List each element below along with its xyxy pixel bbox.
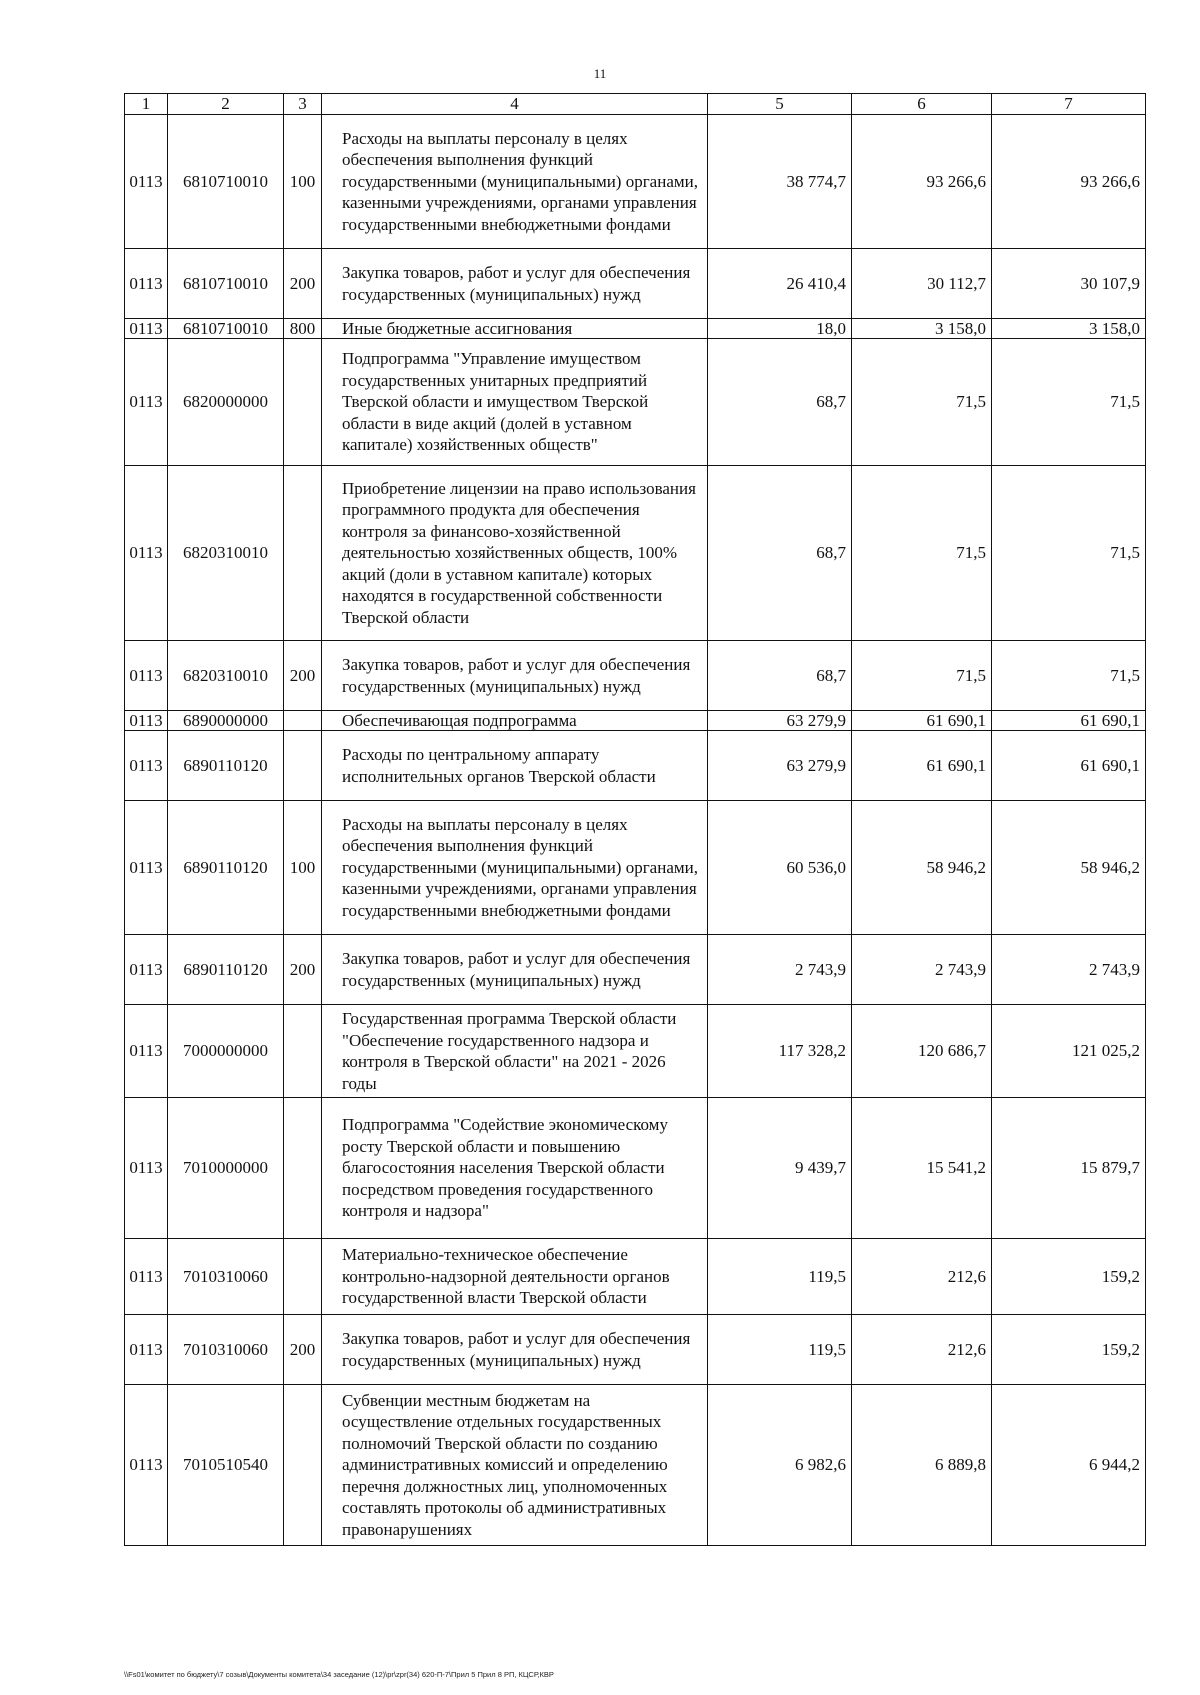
amount-2022-cell: 212,6 bbox=[852, 1239, 992, 1315]
description-cell: Обеспечивающая подпрограмма bbox=[322, 711, 708, 731]
section-code-cell: 0113 bbox=[125, 339, 168, 466]
target-article-cell: 6820310010 bbox=[168, 641, 284, 711]
description-cell: Материально-техническое обеспечение контрольно-надзорной деятельности органов государственной власти Тверской области bbox=[322, 1239, 708, 1315]
description-cell: Подпрограмма "Управление имуществом государственных унитарных предприятий Тверской области и имуществом Тверской области в виде акций (долей в уставном капитале) хозяйственных обществ" bbox=[322, 339, 708, 466]
amount-2021-cell: 68,7 bbox=[708, 339, 852, 466]
amount-2021-cell: 68,7 bbox=[708, 466, 852, 641]
amount-2022-cell: 3 158,0 bbox=[852, 319, 992, 339]
amount-2023-cell: 71,5 bbox=[992, 641, 1146, 711]
amount-2023-cell: 30 107,9 bbox=[992, 249, 1146, 319]
expense-type-cell: 200 bbox=[284, 249, 322, 319]
amount-2022-cell: 30 112,7 bbox=[852, 249, 992, 319]
expense-type-cell bbox=[284, 711, 322, 731]
amount-2021-cell: 63 279,9 bbox=[708, 731, 852, 801]
amount-2022-cell: 15 541,2 bbox=[852, 1098, 992, 1239]
target-article-cell: 7010310060 bbox=[168, 1239, 284, 1315]
description-cell: Иные бюджетные ассигнования bbox=[322, 319, 708, 339]
description-cell: Государственная программа Тверской области "Обеспечение государственного надзора и контроля в Тверской области" на 2021 - 2026 годы bbox=[322, 1005, 708, 1098]
amount-2023-cell: 61 690,1 bbox=[992, 731, 1146, 801]
expense-type-cell bbox=[284, 731, 322, 801]
amount-2021-cell: 2 743,9 bbox=[708, 935, 852, 1005]
amount-2022-cell: 61 690,1 bbox=[852, 731, 992, 801]
amount-2023-cell: 121 025,2 bbox=[992, 1005, 1146, 1098]
target-article-cell: 6820310010 bbox=[168, 466, 284, 641]
amount-2023-cell: 71,5 bbox=[992, 339, 1146, 466]
section-code-cell: 0113 bbox=[125, 935, 168, 1005]
header-col-6: 6 bbox=[852, 94, 992, 115]
table-row bbox=[125, 1239, 1146, 1315]
section-code-cell: 0113 bbox=[125, 319, 168, 339]
header-col-3: 3 bbox=[284, 94, 322, 115]
table-row bbox=[125, 339, 1146, 466]
page-number: 11 bbox=[593, 66, 607, 81]
section-code-cell: 0113 bbox=[125, 1098, 168, 1239]
amount-2022-cell: 93 266,6 bbox=[852, 115, 992, 249]
target-article-cell: 6820000000 bbox=[168, 339, 284, 466]
expense-type-cell: 800 bbox=[284, 319, 322, 339]
target-article-cell: 6890110120 bbox=[168, 935, 284, 1005]
target-article-cell: 6810710010 bbox=[168, 115, 284, 249]
table-row bbox=[125, 731, 1146, 801]
header-col-5: 5 bbox=[708, 94, 852, 115]
amount-2022-cell: 61 690,1 bbox=[852, 711, 992, 731]
target-article-cell: 6890000000 bbox=[168, 711, 284, 731]
section-code-cell: 0113 bbox=[125, 731, 168, 801]
target-article-cell: 7010000000 bbox=[168, 1098, 284, 1239]
target-article-cell: 6890110120 bbox=[168, 801, 284, 935]
budget-table bbox=[124, 93, 1146, 1546]
amount-2022-cell: 120 686,7 bbox=[852, 1005, 992, 1098]
amount-2021-cell: 63 279,9 bbox=[708, 711, 852, 731]
amount-2023-cell: 2 743,9 bbox=[992, 935, 1146, 1005]
description-cell: Закупка товаров, работ и услуг для обеспечения государственных (муниципальных) нужд bbox=[322, 935, 708, 1005]
description-cell: Закупка товаров, работ и услуг для обеспечения государственных (муниципальных) нужд bbox=[322, 249, 708, 319]
amount-2023-cell: 58 946,2 bbox=[992, 801, 1146, 935]
section-code-cell: 0113 bbox=[125, 641, 168, 711]
table-row bbox=[125, 711, 1146, 731]
section-code-cell: 0113 bbox=[125, 466, 168, 641]
header-col-7: 7 bbox=[992, 94, 1146, 115]
target-article-cell: 7010510540 bbox=[168, 1385, 284, 1546]
target-article-cell: 6810710010 bbox=[168, 249, 284, 319]
expense-type-cell: 200 bbox=[284, 1315, 322, 1385]
header-col-1: 1 bbox=[125, 94, 168, 115]
amount-2023-cell: 71,5 bbox=[992, 466, 1146, 641]
amount-2023-cell: 6 944,2 bbox=[992, 1385, 1146, 1546]
expense-type-cell bbox=[284, 339, 322, 466]
expense-type-cell bbox=[284, 466, 322, 641]
amount-2021-cell: 18,0 bbox=[708, 319, 852, 339]
description-cell: Расходы на выплаты персоналу в целях обеспечения выполнения функций государственными (муниципальными) органами, казенными учреждениями, органами управления государственными внебюджетными фондами bbox=[322, 115, 708, 249]
amount-2022-cell: 2 743,9 bbox=[852, 935, 992, 1005]
amount-2023-cell: 159,2 bbox=[992, 1315, 1146, 1385]
amount-2021-cell: 26 410,4 bbox=[708, 249, 852, 319]
table-row bbox=[125, 1098, 1146, 1239]
amount-2022-cell: 71,5 bbox=[852, 339, 992, 466]
amount-2023-cell: 15 879,7 bbox=[992, 1098, 1146, 1239]
amount-2022-cell: 71,5 bbox=[852, 641, 992, 711]
expense-type-cell: 100 bbox=[284, 115, 322, 249]
table-row bbox=[125, 1005, 1146, 1098]
table-row bbox=[125, 935, 1146, 1005]
section-code-cell: 0113 bbox=[125, 249, 168, 319]
amount-2021-cell: 6 982,6 bbox=[708, 1385, 852, 1546]
amount-2022-cell: 58 946,2 bbox=[852, 801, 992, 935]
amount-2022-cell: 212,6 bbox=[852, 1315, 992, 1385]
expense-type-cell bbox=[284, 1098, 322, 1239]
description-cell: Подпрограмма "Содействие экономическому росту Тверской области и повышению благосостояния населения Тверской области посредством проведения государственного контроля и надзора" bbox=[322, 1098, 708, 1239]
file-path-footer: \\Fs01\комитет по бюджету\7 созыв\Документы комитета\34 заседание (12)\pr\zpr(34) 620-П-7\Прил 5 Прил 8 РП, КЦСР,КВР bbox=[124, 1670, 554, 1679]
amount-2021-cell: 117 328,2 bbox=[708, 1005, 852, 1098]
description-cell: Закупка товаров, работ и услуг для обеспечения государственных (муниципальных) нужд bbox=[322, 641, 708, 711]
amount-2023-cell: 159,2 bbox=[992, 1239, 1146, 1315]
expense-type-cell: 200 bbox=[284, 935, 322, 1005]
header-col-4: 4 bbox=[322, 94, 708, 115]
amount-2021-cell: 9 439,7 bbox=[708, 1098, 852, 1239]
section-code-cell: 0113 bbox=[125, 1315, 168, 1385]
amount-2023-cell: 93 266,6 bbox=[992, 115, 1146, 249]
expense-type-cell bbox=[284, 1239, 322, 1315]
amount-2021-cell: 38 774,7 bbox=[708, 115, 852, 249]
amount-2021-cell: 60 536,0 bbox=[708, 801, 852, 935]
table-row bbox=[125, 319, 1146, 339]
amount-2021-cell: 119,5 bbox=[708, 1315, 852, 1385]
amount-2021-cell: 68,7 bbox=[708, 641, 852, 711]
header-col-2: 2 bbox=[168, 94, 284, 115]
expense-type-cell: 100 bbox=[284, 801, 322, 935]
section-code-cell: 0113 bbox=[125, 1239, 168, 1315]
table-row bbox=[125, 1315, 1146, 1385]
table-row bbox=[125, 466, 1146, 641]
table-row bbox=[125, 801, 1146, 935]
amount-2022-cell: 71,5 bbox=[852, 466, 992, 641]
section-code-cell: 0113 bbox=[125, 1385, 168, 1546]
description-cell: Закупка товаров, работ и услуг для обеспечения государственных (муниципальных) нужд bbox=[322, 1315, 708, 1385]
description-cell: Расходы на выплаты персоналу в целях обеспечения выполнения функций государственными (муниципальными) органами, казенными учреждениями, органами управления государственными внебюджетными фондами bbox=[322, 801, 708, 935]
table-row bbox=[125, 249, 1146, 319]
table-row bbox=[125, 1385, 1146, 1546]
section-code-cell: 0113 bbox=[125, 1005, 168, 1098]
target-article-cell: 7000000000 bbox=[168, 1005, 284, 1098]
expense-type-cell bbox=[284, 1385, 322, 1546]
header-row bbox=[125, 94, 1146, 115]
description-cell: Приобретение лицензии на право использования программного продукта для обеспечения контроля за финансово-хозяйственной деятельностью хозяйственных обществ, 100% акций (доли в уставном капитале) которых находятся в государственной собственности Тверской области bbox=[322, 466, 708, 641]
expense-type-cell: 200 bbox=[284, 641, 322, 711]
expense-type-cell bbox=[284, 1005, 322, 1098]
description-cell: Расходы по центральному аппарату исполнительных органов Тверской области bbox=[322, 731, 708, 801]
amount-2022-cell: 6 889,8 bbox=[852, 1385, 992, 1546]
section-code-cell: 0113 bbox=[125, 801, 168, 935]
description-cell: Субвенции местным бюджетам на осуществление отдельных государственных полномочий Тверской области по созданию административных комиссий и определению перечня должностных лиц, уполномоченных составлять протоколы об административных правонарушениях bbox=[322, 1385, 708, 1546]
amount-2023-cell: 61 690,1 bbox=[992, 711, 1146, 731]
target-article-cell: 7010310060 bbox=[168, 1315, 284, 1385]
target-article-cell: 6810710010 bbox=[168, 319, 284, 339]
amount-2023-cell: 3 158,0 bbox=[992, 319, 1146, 339]
target-article-cell: 6890110120 bbox=[168, 731, 284, 801]
table-row bbox=[125, 641, 1146, 711]
amount-2021-cell: 119,5 bbox=[708, 1239, 852, 1315]
table-row bbox=[125, 115, 1146, 249]
section-code-cell: 0113 bbox=[125, 711, 168, 731]
section-code-cell: 0113 bbox=[125, 115, 168, 249]
